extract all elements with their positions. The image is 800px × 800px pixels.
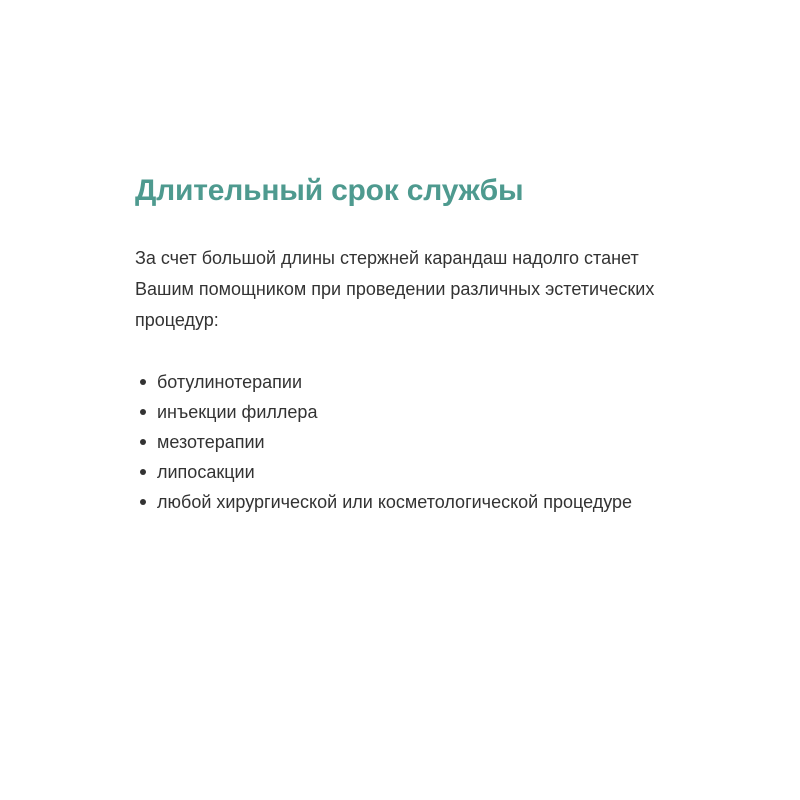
list-item-label: любой хирургической или косметологической процедуре: [157, 492, 633, 512]
content-block: [135, 171, 755, 517]
section-title: Длительный срок службы: [135, 174, 524, 207]
bullet-icon: [140, 379, 146, 385]
list-item-label: мезотерапии: [157, 432, 265, 452]
list-item: [135, 427, 755, 457]
bullet-icon: [140, 469, 146, 475]
list-item-label: ботулинотерапии: [157, 372, 303, 392]
list-item: [135, 367, 755, 397]
intro-paragraph: [135, 243, 755, 336]
procedure-list: [135, 367, 755, 517]
intro-line: процедур:: [135, 310, 219, 330]
intro-line: Вашим помощником при проведении различных эстетических: [135, 279, 655, 299]
list-item: [135, 397, 755, 427]
bullet-icon: [140, 439, 146, 445]
intro-line: За счет большой длины стержней карандаш надолго станет: [135, 248, 639, 268]
list-item-label: инъекции филлера: [157, 402, 318, 422]
bullet-icon: [140, 409, 146, 415]
list-item-label: липосакции: [157, 462, 255, 482]
list-item: [135, 487, 755, 517]
list-item: [135, 457, 755, 487]
bullet-icon: [140, 499, 146, 505]
